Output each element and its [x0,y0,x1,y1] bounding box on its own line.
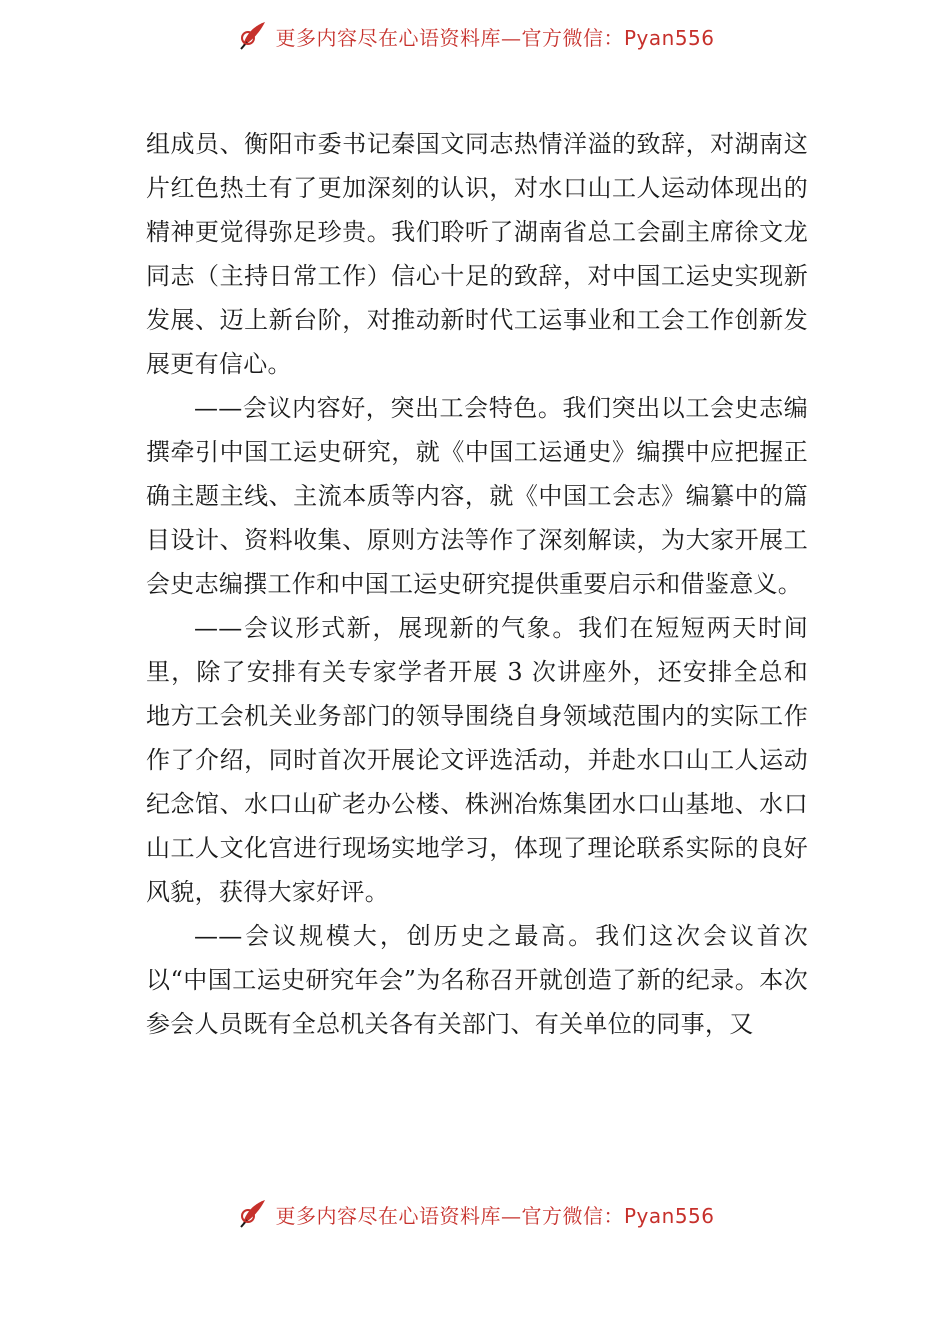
paragraph: ——会议规模大，创历史之最高。我们这次会议首次以“中国工运史研究年会”为名称召开就创造了新的纪录。本次参会人员既有全总机关各有关部门、有关单位的同事，又 [146,922,808,1038]
quill-pen-logo-icon [235,1196,271,1232]
paragraph: 组成员、衡阳市委书记秦国文同志热情洋溢的致辞，对湖南这片红色热土有了更加深刻的认识，对水口山工人运动体现出的精神更觉得弥足珍贵。我们聆听了湖南省总工会副主席徐文龙同志（主持日常工作）信心十足的致辞，对中国工运史实现新发展、迈上新台阶，对推动新时代工运事业和工会工作创新发展更有信心。 [146,130,808,378]
quill-pen-logo-icon [235,18,271,54]
document-body [146,122,808,1046]
footer-wechat-id: Pyan556 [623,1203,715,1228]
paragraph: ——会议形式新，展现新的气象。我们在短短两天时间里，除了安排有关专家学者开展 3 次讲座外，还安排全总和地方工会机关业务部门的领导围绕自身领域范围内的实际工作作了介绍，同时首次开展论文评选活动，并赴水口山工人运动纪念馆、水口山矿老办公楼、株洲冶炼集团水口山基地、水口山工人文化宫进行现场实地学习，体现了理论联系实际的良好风貌，获得大家好评。 [146,614,808,906]
header-banner-text: 更多内容尽在心语资料库—官方微信：Pyan556 [275,25,715,50]
header-wechat-id: Pyan556 [623,25,715,50]
footer-banner [0,1192,950,1236]
paragraph: ——会议内容好，突出工会特色。我们突出以工会史志编撰牵引中国工运史研究，就《中国工运通史》编撰中应把握正确主题主线、主流本质等内容，就《中国工会志》编纂中的篇目设计、资料收集、原则方法等作了深刻解读，为大家开展工会史志编撰工作和中国工运史研究提供重要启示和借鉴意义。 [146,394,808,598]
footer-banner-text: 更多内容尽在心语资料库—官方微信：Pyan556 [275,1203,715,1228]
header-banner [0,14,950,58]
